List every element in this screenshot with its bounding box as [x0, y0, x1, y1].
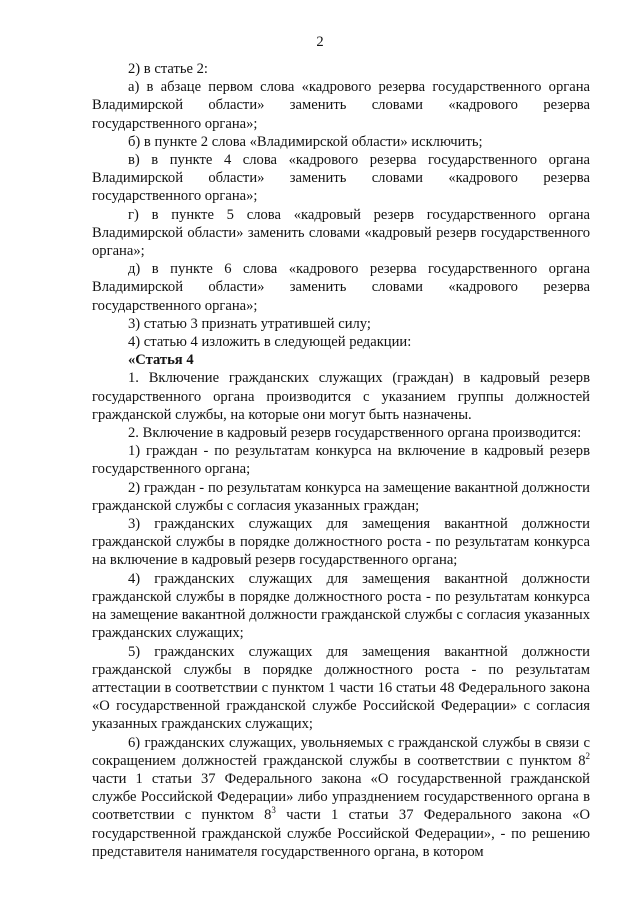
- article-4-item-2: 2) граждан - по результатам конкурса на замещение вакантной должности гражданской службы с согласия указанных граждан;: [92, 479, 590, 514]
- article-4-item-3: 3) гражданских служащих для замещения вакантной должности гражданской службы в порядке должностного роста - по результатам конкурса на включение в кадровый резерв государственного органа;: [92, 516, 590, 569]
- article-4-heading: «Статья 4: [128, 352, 194, 369]
- paragraph-2a: а) в абзаце первом слова «кадрового резерва государственного органа Владимирской области» заменить словами «кадрового резерва государственного органа»;: [92, 79, 590, 132]
- paragraph-article-2-intro: 2) в статье 2:: [128, 61, 208, 77]
- article-4-part-1: 1. Включение гражданских служащих (граждан) в кадровый резерв государственного органа производится с указанием группы должностей гражданской службы, на которые они могут быть назначены.: [92, 370, 590, 423]
- paragraph-4: 4) статью 4 изложить в следующей редакции:: [128, 334, 412, 351]
- page-number: 2: [316, 34, 324, 50]
- item-6-text-1: 6) гражданских служащих, увольняемых с гражданской службы в связи с сокращением должностей гражданской службы в соответствии с пунктом 8: [92, 734, 590, 769]
- article-4-item-1: 1) граждан - по результатам конкурса на включение в кадровый резерв государственного органа;: [92, 443, 590, 478]
- item-6-text-2: части 1 статьи 37 Федерального закона «О государственной гражданской службе Российской Федерации» либо упразднением государственного органа в соответствии с пунктом 8: [92, 770, 590, 824]
- article-4-item-4: 4) гражданских служащих для замещения вакантной должности гражданской службы в порядке должностного роста - по результатам конкурса на замещение вакантной должности гражданской службы с согласия указанных гражданских служащих;: [92, 570, 590, 642]
- article-4-part-2: 2. Включение в кадровый резерв государственного органа производится:: [128, 425, 582, 442]
- document-body: [92, 60, 590, 861]
- item-6-superscript-1: 2: [585, 750, 590, 761]
- item-6-superscript-2: 3: [271, 805, 276, 816]
- item-6-text-3: части 1 статьи 37 Федерального закона «О государственной гражданской службе Российской Федерации», - по решению представителя нанимателя государственного органа, в котором: [92, 807, 591, 860]
- paragraph-2g: г) в пункте 5 слова «кадровый резерв государственного органа Владимирской области» заменить словами «кадровый резерв государственного органа»;: [92, 206, 590, 260]
- paragraph-2d: д) в пункте 6 слова «кадрового резерва государственного органа Владимирской области» заменить словами «кадрового резерва государственного органа»;: [92, 261, 590, 314]
- paragraph-2v: в) в пункте 4 слова «кадрового резерва государственного органа Владимирской области» заменить словами «кадрового резерва государственного органа»;: [92, 152, 590, 205]
- article-4-item-5: 5) гражданских служащих для замещения вакантной должности гражданской службы в порядке должностного роста - по результатам аттестации в соответствии с пунктом 1 части 16 статьи 48 Федерального закона «О государственной гражданской службе Российской Федерации» с согласия указанных гражданских служащих;: [92, 643, 590, 733]
- paragraph-3: 3) статью 3 признать утратившей силу;: [128, 315, 371, 332]
- paragraph-2b: б) в пункте 2 слова «Владимирской области» исключить;: [128, 133, 483, 150]
- article-4-item-6: [92, 734, 590, 861]
